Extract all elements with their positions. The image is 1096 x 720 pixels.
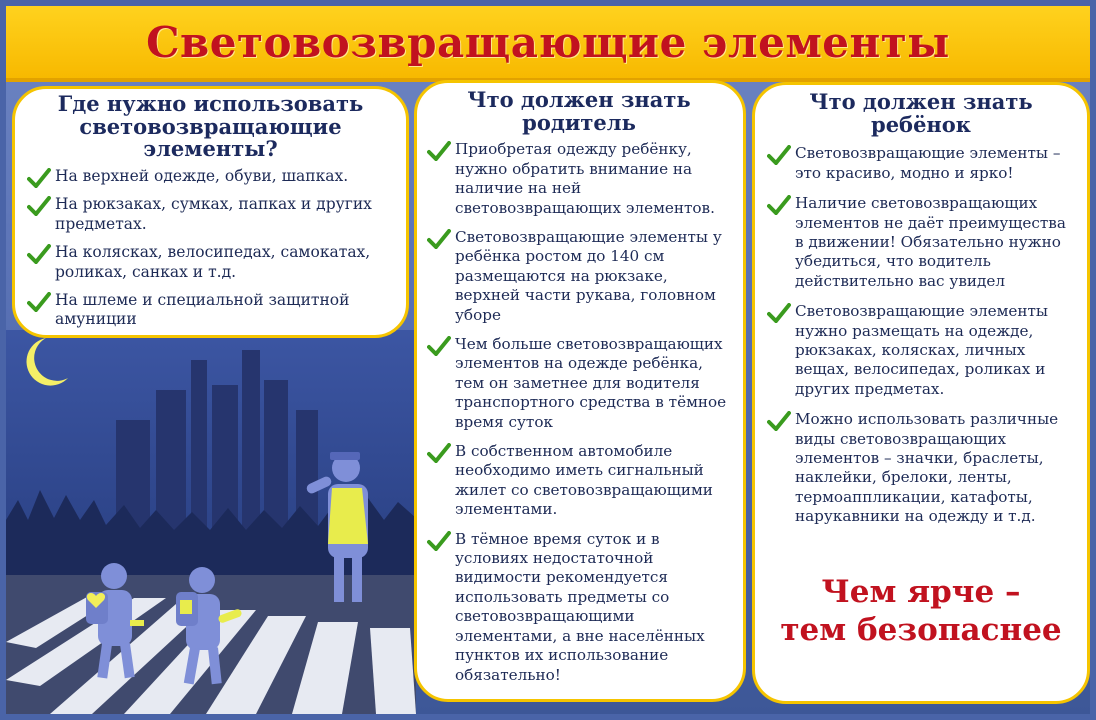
child-list — [765, 144, 1077, 526]
slogan-line-1: Чем ярче – — [821, 574, 1021, 610]
list-item: На верхней одежде, обуви, шапках. — [25, 167, 396, 186]
list-item: Можно использовать различные виды световозвращающих элементов – значки, браслеты, наклейки, брелоки, ленты, термоаппликации, катафоты, нарукавники на одежду и т.д. — [765, 410, 1077, 526]
panel-where-to-use — [12, 86, 409, 338]
check-icon — [427, 531, 451, 551]
list-item: В собственном автомобиле необходимо иметь сигнальный жилет со световозвращающими элементами. — [425, 442, 733, 520]
title-banner — [6, 6, 1090, 82]
page-title: Световозвращающие элементы — [146, 17, 950, 67]
slogan-line-2: тем безопаснее — [780, 612, 1062, 648]
check-icon — [767, 411, 791, 431]
parent-list — [425, 140, 733, 685]
list-item: На шлеме и специальной защитной амуниции — [25, 291, 396, 330]
list-item: Чем больше световозвращающих элементов на одежде ребёнка, тем он заметнее для водителя транспортного средства в тёмное время суток — [425, 335, 733, 432]
check-icon — [767, 195, 791, 215]
list-item: Наличие световозвращающих элементов не даёт преимущества в движении! Обязательно нужно убедиться, что водитель действительно вас увидел — [765, 194, 1077, 291]
panel-parent — [414, 80, 746, 702]
list-item: В тёмное время суток и в условиях недостаточной видимости рекомендуется использовать предметы со световозвращающими элементами, а вне населённых пунктов их использование обязательно! — [425, 530, 733, 685]
check-icon — [427, 229, 451, 249]
list-item: Световозвращающие элементы нужно размещать на одежде, рюкзаках, колясках, личных вещах, велосипедах, роликах и других предметах. — [765, 302, 1077, 399]
night-crosswalk-illustration — [6, 330, 416, 714]
check-icon — [767, 145, 791, 165]
panel-child-title: Что должен знать ребёнок — [809, 89, 1033, 137]
check-icon — [27, 196, 51, 216]
check-icon — [27, 244, 51, 264]
panel-child — [752, 82, 1090, 704]
check-icon — [767, 303, 791, 323]
check-icon — [427, 443, 451, 463]
slogan — [755, 573, 1087, 649]
check-icon — [427, 336, 451, 356]
list-item: На колясках, велосипедах, самокатах, роликах, санках и т.д. — [25, 243, 396, 282]
list-item: На рюкзаках, сумках, папках и других предметах. — [25, 195, 396, 234]
panel-where-title: Где нужно использовать световозвращающие элементы? — [57, 91, 364, 162]
check-icon — [27, 168, 51, 188]
panel-parent-title: Что должен знать родитель — [467, 87, 691, 135]
list-item: Приобретая одежду ребёнку, нужно обратить внимание на наличие на ней световозвращающих элементов. — [425, 140, 733, 218]
list-item: Световозвращающие элементы у ребёнка ростом до 140 см размещаются на рюкзаке, верхней части рукава, головном уборе — [425, 228, 733, 325]
where-list — [25, 167, 396, 330]
check-icon — [427, 141, 451, 161]
list-item: Световозвращающие элементы – это красиво, модно и ярко! — [765, 144, 1077, 183]
check-icon — [27, 292, 51, 312]
